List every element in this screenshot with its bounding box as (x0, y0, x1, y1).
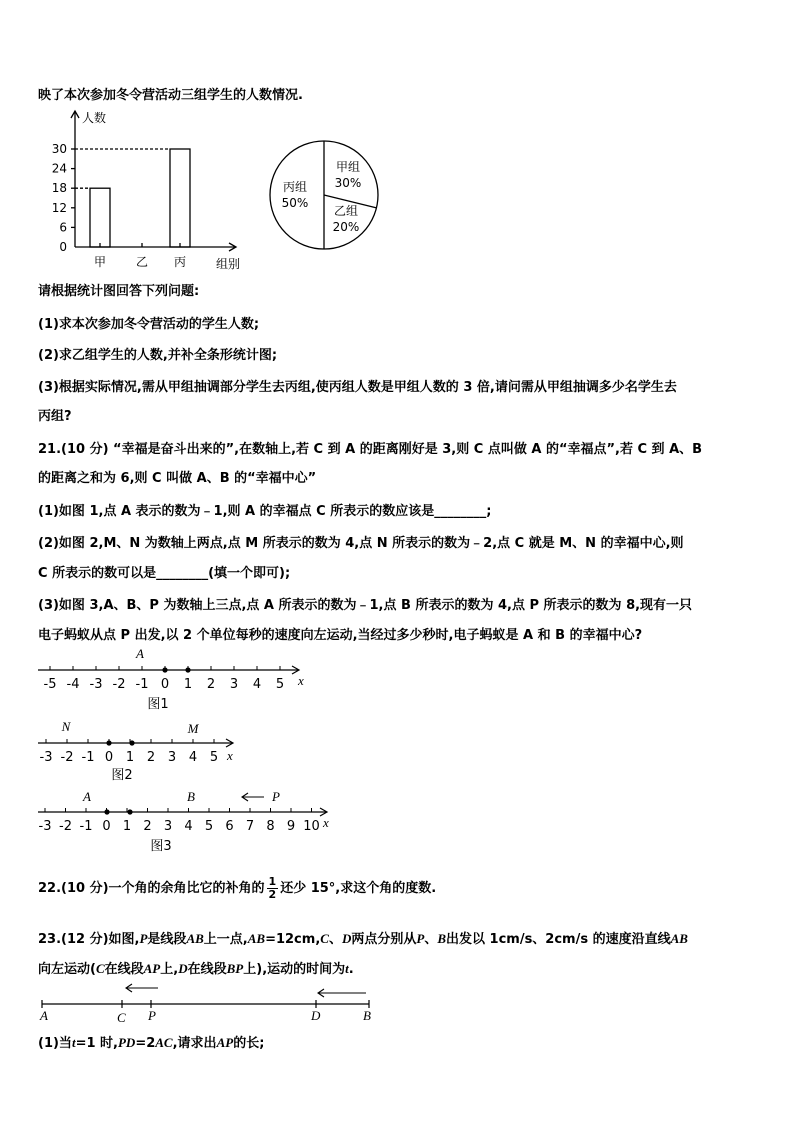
q23-label-d: D (311, 1008, 321, 1023)
fig2-tick-label-6: 3 (167, 750, 177, 765)
fig2-tick-label-4: 1 (125, 750, 135, 765)
q22-pre: 22.(10 分)一个角的余角比它的补角的 (38, 881, 265, 896)
q23-stem-line1: 23.(12 分)如图,P是线段AB上一点,AB=12cm,C、D两点分别从P、B出发以 1cm/s、2cm/s 的速度沿直线AB (38, 931, 688, 947)
fig2-caption: 图2 (111, 768, 133, 783)
fig1-point-a-label: A (136, 646, 144, 661)
fig1-dot-1 (185, 667, 190, 672)
pie-chart (268, 138, 388, 252)
q20-intro-tail: 映了本次参加冬令营活动三组学生的人数情况. (38, 88, 303, 103)
q23-part1: (1)当t=1 时,PD=2AC,请求出AP的长; (38, 1035, 265, 1051)
fig1-dot-0 (162, 667, 167, 672)
fig2-dot-1 (129, 740, 134, 745)
fig3-tick-label-13: 10 (303, 819, 320, 834)
fig3-tick-label-9: 6 (225, 819, 234, 834)
fig1-tick-label-8: 3 (229, 677, 239, 692)
bar-ytick-label-18: 18 (51, 181, 67, 196)
fig2-tick-label-5: 2 (146, 750, 156, 765)
number-line-fig1 (36, 645, 316, 715)
fig1-tick-label-5: 0 (160, 677, 170, 692)
fig2-tick-label-0: -3 (39, 750, 53, 765)
q20-part1: (1)求本次参加冬令营活动的学生人数; (38, 317, 260, 332)
bar-category-label-2: 丙 (173, 255, 187, 269)
fig3-axis-label: x (323, 815, 329, 830)
fig1-tick-label-4: -1 (135, 677, 149, 692)
pie-pct-yi: 20% (332, 220, 360, 234)
q22-denominator: 2 (268, 888, 277, 901)
bar-ylabel: 人数 (82, 111, 107, 125)
fig1-tick-label-10: 5 (275, 677, 285, 692)
q23-arrow-c-icon (126, 984, 158, 992)
q23-arrow-d-icon (318, 989, 366, 997)
fig2-tick-label-8: 5 (209, 750, 219, 765)
bar-ytick-label-12: 12 (51, 200, 67, 215)
bar-ytick-label-6: 6 (59, 220, 67, 235)
q21-part1: (1)如图 1,点 A 表示的数为﹣1,则 A 的幸福点 C 所表示的数应该是________; (38, 504, 492, 519)
fig2-tick-label-2: -1 (81, 750, 95, 765)
q21-part2-line1: (2)如图 2,M、N 为数轴上两点,点 M 所表示的数为 4,点 N 所表示的数为﹣2,点 C 就是 M、N 的幸福中心,则 (38, 536, 684, 551)
q20-part3-line2: 丙组? (38, 409, 72, 424)
q21-part3-line1: (3)如图 3,A、B、P 为数轴上三点,点 A 所表示的数为﹣1,点 B 所表示的数为 4,点 P 所表示的数为 8,现有一只 (38, 598, 693, 613)
fig2-point-n-label: N (61, 719, 71, 734)
fig2-tick-label-7: 4 (188, 750, 198, 765)
fig3-tick-label-0: -3 (38, 819, 52, 834)
fig1-tick-label-0: -5 (43, 677, 57, 692)
q21-stem-line2: 的距离之和为 6,则 C 叫做 A、B 的“幸福中心” (38, 471, 317, 486)
fig2-point-m-label: M (187, 721, 199, 736)
bar-ytick-label-30: 30 (51, 142, 67, 156)
pie-label-jia: 甲组 (335, 160, 361, 174)
q22 (38, 876, 436, 901)
q20-part2: (2)求乙组学生的人数,并补全条形统计图; (38, 348, 278, 363)
fig1-axis-label: x (298, 673, 304, 688)
q21-stem-line1: 21.(10 分) “幸福是奋斗出来的”,在数轴上,若 C 到 A 的距离刚好是 3,则 C 点叫做 A 的“幸福点”,若 C 到 A、B (38, 442, 703, 457)
fig2-dot-0 (106, 740, 111, 745)
fig3-tick-label-5: 2 (143, 819, 152, 834)
q20-prompt: 请根据统计图回答下列问题: (38, 284, 200, 299)
q23-label-a: A (40, 1008, 48, 1023)
fig1-tick-label-2: -3 (89, 677, 103, 692)
q23-label-c: C (117, 1010, 126, 1025)
bar-chart (40, 108, 255, 273)
q21-part3-line2: 电子蚂蚁从点 P 出发,以 2 个单位每秒的速度向左运动,当经过多少秒时,电子蚂蚁是 A 和 B 的幸福中心? (38, 628, 643, 643)
fig3-point-b-label: B (187, 789, 195, 804)
bar-2 (170, 149, 190, 247)
pie-pct-bing: 50% (281, 196, 309, 210)
pie-label-yi: 乙组 (333, 204, 359, 218)
fig2-tick-label-3: 0 (104, 750, 114, 765)
fig2-tick-label-1: -2 (60, 750, 74, 765)
q23-label-b: B (363, 1008, 371, 1023)
fig3-point-a-label: A (83, 789, 91, 804)
bar-xlabel: 组别 (216, 257, 241, 271)
bar-ytick-label-0: 0 (59, 240, 67, 254)
q23-label-p: P (148, 1008, 156, 1023)
fig1-caption: 图1 (147, 697, 169, 712)
q23-stem-line2: 向左运动(C在线段AP上,D在线段BP上),运动的时间为t. (38, 961, 354, 977)
q23-segment-figure (36, 980, 381, 1028)
fig1-tick-label-1: -4 (66, 677, 80, 692)
q22-numerator: 1 (268, 875, 277, 888)
fig3-tick-label-3: 0 (102, 819, 111, 834)
fig1-tick-label-9: 4 (252, 677, 262, 692)
fig1-tick-label-7: 2 (206, 677, 216, 692)
number-line-fig2 (36, 718, 256, 786)
number-line-fig3 (36, 787, 336, 857)
fig3-dot-0 (104, 809, 109, 814)
fig3-tick-label-2: -1 (79, 819, 93, 834)
bar-category-label-0: 甲 (93, 255, 107, 269)
fig3-point-p-label: P (272, 789, 280, 804)
fig3-tick-label-11: 8 (266, 819, 275, 834)
fig1-tick-label-3: -2 (112, 677, 126, 692)
q20-part3-line1: (3)根据实际情况,需从甲组抽调部分学生去丙组,使丙组人数是甲组人数的 3 倍,请问需从甲组抽调多少名学生去 (38, 380, 677, 395)
fig2-axis-label: x (227, 748, 233, 763)
fig3-tick-label-6: 3 (163, 819, 173, 834)
q22-fraction (267, 876, 279, 901)
bar-0 (90, 188, 110, 247)
q22-post: 还少 15°,求这个角的度数. (280, 881, 437, 896)
fig3-tick-label-1: -2 (59, 819, 72, 834)
bar-ytick-label-24: 24 (51, 161, 67, 176)
bar-category-label-1: 乙 (135, 255, 149, 269)
q21-part2-line2: C 所表示的数可以是________(填一个即可); (38, 566, 291, 581)
fig3-tick-label-8: 5 (204, 819, 214, 834)
fig1-tick-label-6: 1 (183, 677, 193, 692)
fig3-tick-label-10: 7 (245, 819, 255, 834)
fig3-caption: 图3 (150, 839, 172, 854)
pie-pct-jia: 30% (334, 176, 362, 190)
fig3-tick-label-4: 1 (122, 819, 132, 834)
fig3-dot-1 (127, 809, 132, 814)
fig3-tick-label-12: 9 (286, 819, 296, 834)
pie-label-bing: 丙组 (282, 180, 308, 194)
fig3-tick-label-7: 4 (184, 819, 193, 834)
